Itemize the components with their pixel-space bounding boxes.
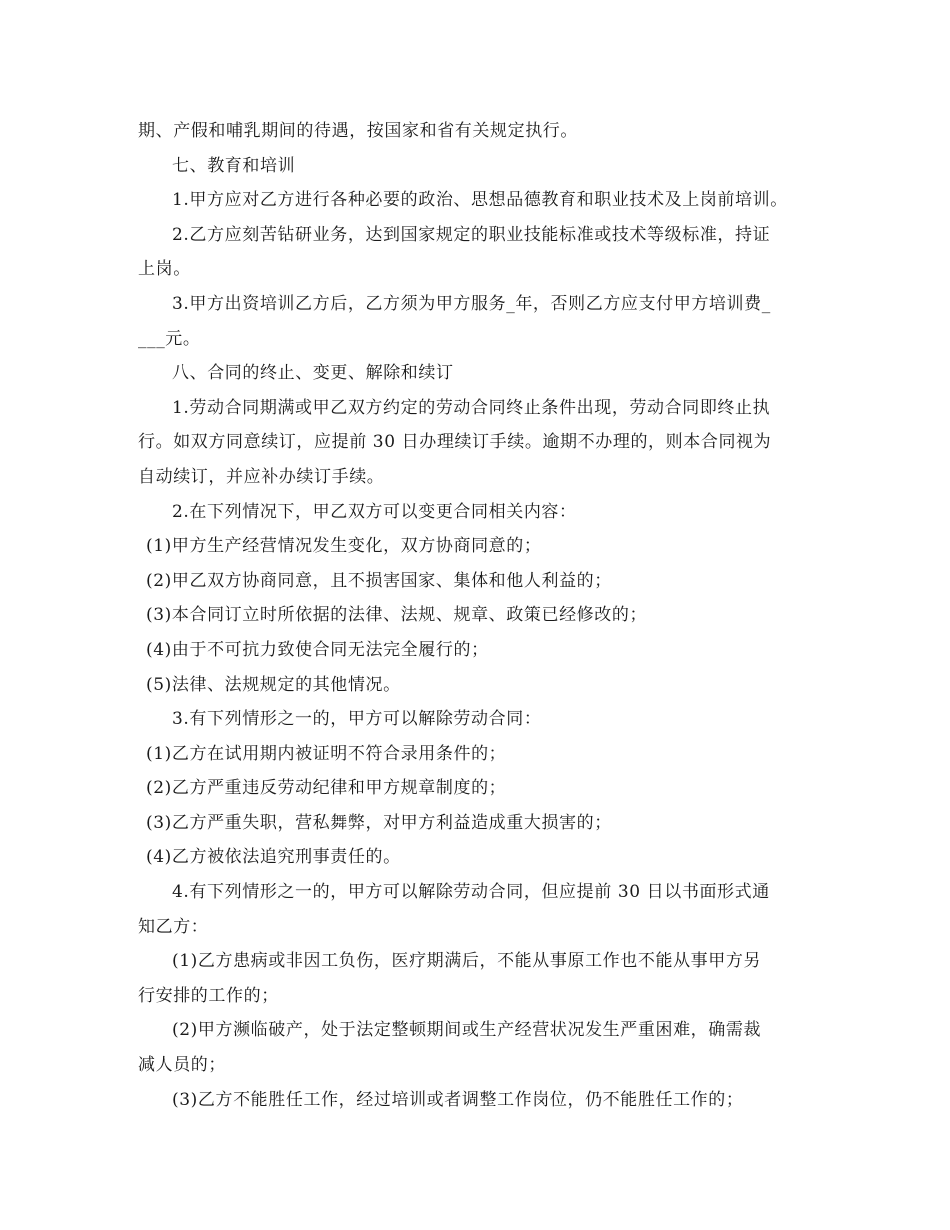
- list-item: (1)乙方在试用期内被证明不符合录用条件的；: [146, 743, 507, 764]
- list-item: (2)乙方严重违反劳动纪律和甲方规章制度的；: [146, 778, 507, 799]
- list-item: (4)由于不可抗力致使合同无法完全履行的；: [146, 639, 489, 660]
- list-item: (1)乙方患病或非因工负伤，医疗期满后，不能从事原工作也不能从事甲方另: [172, 951, 762, 972]
- text-line: 4.有下列情形之一的，甲方可以解除劳动合同，但应提前 30 日以书面形式通: [172, 882, 770, 903]
- text-line: 减人员的；: [138, 1055, 226, 1076]
- text-line: 1.劳动合同期满或甲乙双方约定的劳动合同终止条件出现，劳动合同即终止执: [172, 397, 771, 418]
- text-line: 知乙方：: [138, 916, 209, 937]
- list-item: (2)甲乙双方协商同意，且不损害国家、集体和他人利益的；: [146, 570, 612, 591]
- list-item: (4)乙方被依法追究刑事责任的。: [146, 847, 401, 868]
- section-heading: 七、教育和培训: [172, 155, 296, 176]
- document-body: [138, 114, 818, 1117]
- text-line: 3.甲方出资培训乙方后，乙方须为甲方服务_年，否则乙方应支付甲方培训费_: [172, 293, 771, 314]
- text-line: 上岗。: [138, 259, 191, 280]
- text-line: ___元。: [138, 328, 201, 349]
- list-item: (5)法律、法规规定的其他情况。: [146, 674, 401, 695]
- text-line: 2.乙方应刻苦钻研业务，达到国家规定的职业技能标准或技术等级标准，持证: [172, 224, 771, 245]
- list-item: (3)本合同订立时所依据的法律、法规、规章、政策已经修改的；: [146, 605, 648, 626]
- text-line: 3.有下列情形之一的，甲方可以解除劳动合同：: [172, 709, 542, 730]
- text-line: 2.在下列情况下，甲乙双方可以变更合同相关内容：: [172, 501, 577, 522]
- list-item: (2)甲方濒临破产，处于法定整顿期间或生产经营状况发生严重困难，确需裁: [172, 1020, 762, 1041]
- list-item: (1)甲方生产经营情况发生变化，双方协商同意的；: [146, 536, 542, 557]
- list-item: (3)乙方严重失职，营私舞弊，对甲方利益造成重大损害的；: [146, 812, 612, 833]
- text-line: 自动续订，并应补办续订手续。: [138, 466, 385, 487]
- section-heading: 八、合同的终止、变更、解除和续订: [172, 363, 454, 384]
- text-line: 行。如双方同意续订，应提前 30 日办理续订手续。逾期不办理的，则本合同视为: [138, 432, 772, 453]
- list-item: (3)乙方不能胜任工作，经过培训或者调整工作岗位，仍不能胜任工作的；: [172, 1089, 744, 1110]
- text-line: 期、产假和哺乳期间的待遇，按国家和省有关规定执行。: [138, 121, 578, 141]
- text-line: 1.甲方应对乙方进行各种必要的政治、思想品德教育和职业技术及上岗前培训。: [172, 190, 788, 211]
- text-line: 行安排的工作的；: [138, 985, 279, 1006]
